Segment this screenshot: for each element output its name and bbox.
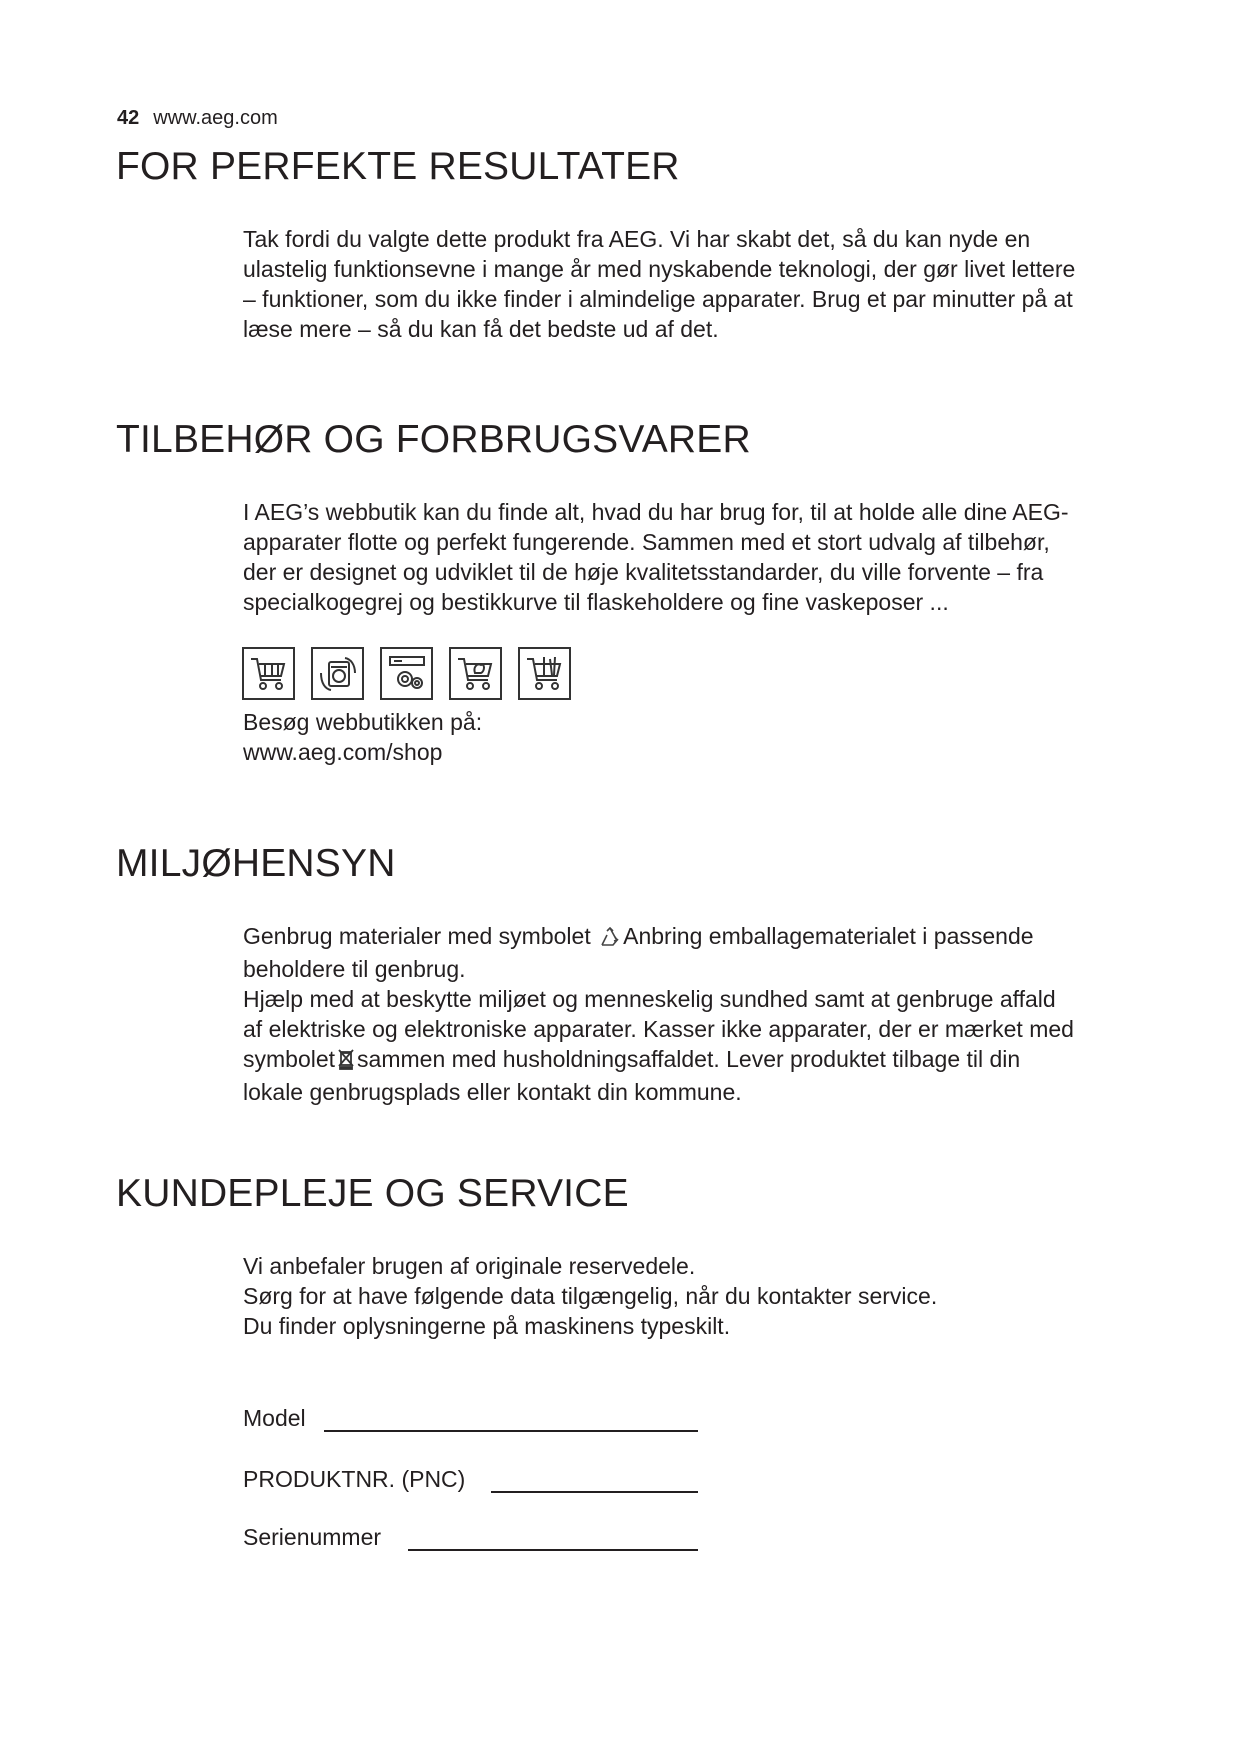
pnc-field[interactable] — [491, 1491, 698, 1493]
section-title-results: FOR PERFEKTE RESULTATER — [116, 145, 680, 188]
model-field[interactable] — [324, 1430, 698, 1432]
results-paragraph: Tak fordi du valgte dette produkt fra AEG. Vi har skabt det, så du kan nyde en ulastelig funktionsevne i mange år med nyskabende teknologi, der gør livet lettere – funktioner, som du ikke finder i almindelige apparater. Brug et par minutter på at læse mere – så du kan få det bedste ud af det. — [243, 226, 1076, 342]
page-number: 42 — [117, 107, 140, 129]
serial-field[interactable] — [408, 1549, 698, 1551]
shopping-cart-icon — [242, 647, 295, 700]
washing-machine-care-icon — [311, 647, 364, 700]
cart-cleaning-icon — [449, 647, 502, 700]
section-title-accessories: TILBEHØR OG FORBRUGSVARER — [116, 418, 751, 461]
page-header — [117, 107, 278, 130]
recycling-icon — [599, 924, 621, 954]
environment-paragraph: Genbrug materialer med symbolet Anbring emballagematerialet i passende beholdere til genbrug. Hjælp med at beskytte miljøet og menneskelig sundhed samt at genbruge affald af elektriske og elektroniske apparater. Kasser ikke apparater, der er mærket med symbolet sammen med husholdningsaffaldet. Lever produktet tilbage til din lokale genbrugsplads eller kontakt din kommune. — [243, 923, 1074, 1105]
accessories-paragraph: I AEG’s webbutik kan du finde alt, hvad du har brug for, til at holde alle dine AEG- apparater flotte og perfekt fungerende. Sammen med et stort udvalg af tilbehør, der er designet og udviklet til de høje kvalitetsstandarder, du ville forvente – fra specialkogegrej og bestikkurve til flaskeholdere og fine vaskeposer ... — [243, 499, 1069, 615]
crossed-bin-icon — [337, 1047, 355, 1077]
shop-url-link[interactable]: www.aeg.com/shop — [243, 739, 443, 765]
serial-label: Serienummer — [243, 1524, 382, 1550]
model-label: Model — [243, 1405, 306, 1431]
cart-accessories-icon — [518, 647, 571, 700]
section-title-service: KUNDEPLEJE OG SERVICE — [116, 1172, 629, 1215]
visit-label: Besøg webbutikken på: — [243, 709, 483, 735]
shop-visit — [243, 707, 1173, 767]
header-url[interactable]: www.aeg.com — [153, 107, 278, 129]
service-paragraph: Vi anbefaler brugen af originale reservedele. Sørg for at have følgende data tilgængelig, når du kontakter service. Du finder oplysningerne på maskinens typeskilt. — [243, 1253, 938, 1339]
section-title-environment: MILJØHENSYN — [116, 842, 396, 885]
dishwasher-parts-icon — [380, 647, 433, 700]
pnc-label: PRODUKTNR. (PNC) — [243, 1466, 466, 1492]
